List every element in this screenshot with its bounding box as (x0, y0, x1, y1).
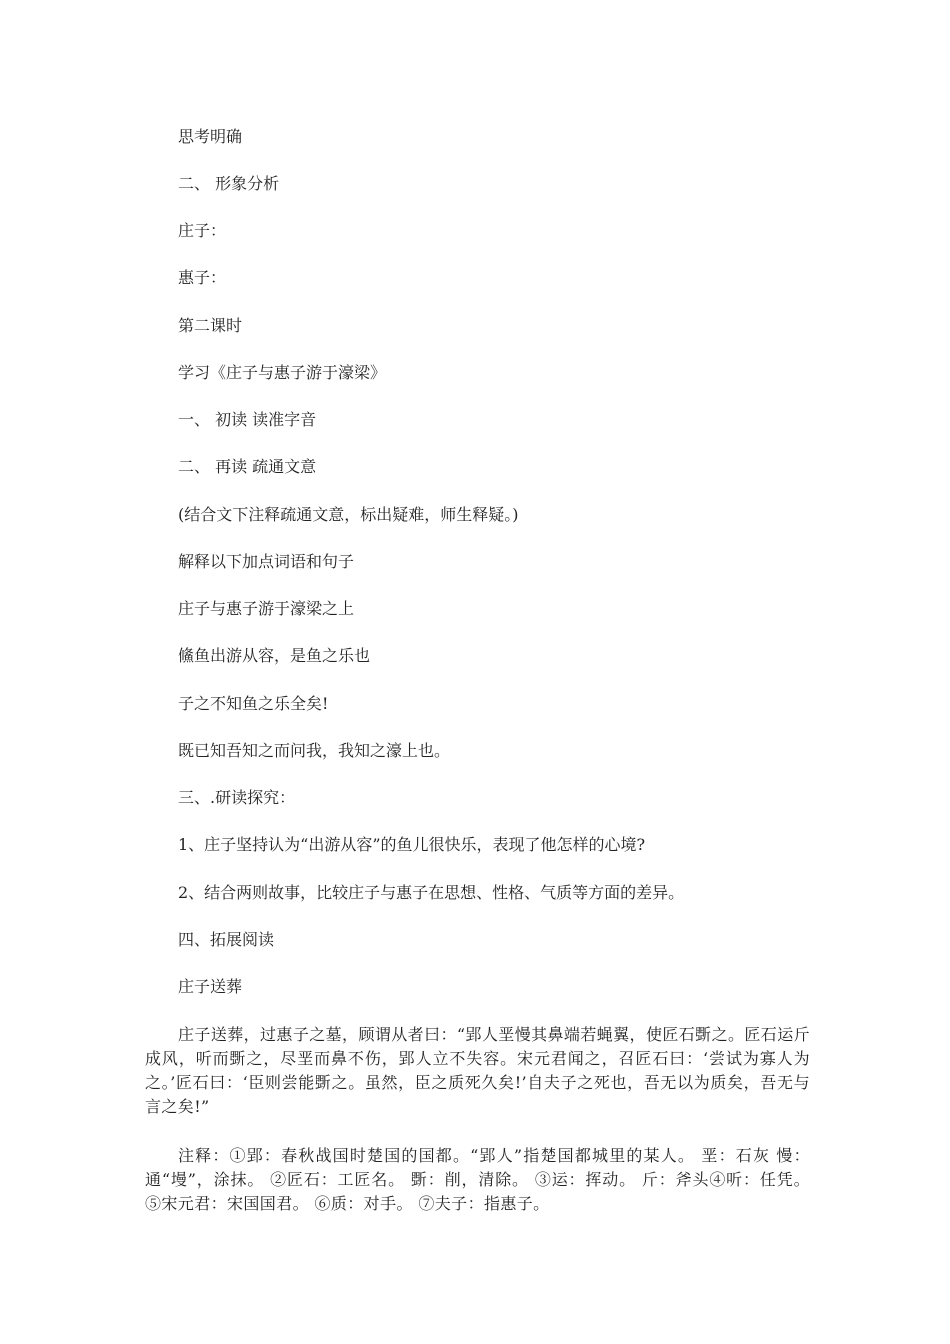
task-explain: 解释以下加点词语和句子 (178, 552, 355, 571)
sentence-4: 既已知吾知之而问我，我知之濠上也。 (178, 741, 451, 760)
sentence-1: 庄子与惠子游于濠梁之上 (178, 599, 355, 618)
heading-image-analysis: 二、 形象分析 (178, 174, 280, 193)
heading-inquiry: 三、.研读探究： (178, 788, 296, 807)
heading-second-lesson: 第二课时 (178, 316, 243, 335)
sentence-3: 子之不知鱼之乐全矣! (178, 694, 329, 713)
passage-text: 庄子送葬，过惠子之墓，顾谓从者曰：“郢人垩慢其鼻端若蝇翼，使匠石斲之。匠石运斤成风，听而斲之，尽垩而鼻不伤，郢人立不失容。宋元君闻之，召匠石曰：‘尝试为寡人为之。’匠石曰：‘臣则尝能斲之。虽然，臣之质死久矣!’自夫子之死也，吾无以为质矣，吾无与言之矣!” (145, 1025, 810, 1116)
step-second-reading: 二、 再读 疏通文意 (178, 457, 317, 476)
question-2: 2、结合两则故事，比较庄子与惠子在思想、性格、气质等方面的差异。 (178, 883, 685, 902)
passage-title: 庄子送葬 (178, 977, 243, 996)
line-huizi: 惠子： (178, 268, 227, 287)
passage-notes: 注释：①郢：春秋战国时楚国的国都。“郢人”指楚国都城里的某人。 垩：石灰 慢：通“墁”，涂抹。 ②匠石：工匠名。 斲：削，清除。 ③运：挥动。 斤：斧头④听：任凭。 ⑤宋元君：宋国国君。 ⑥质：对手。 ⑦夫子：指惠子。 (145, 1146, 810, 1213)
step-first-reading: 一、 初读 读准字音 (178, 410, 317, 429)
sentence-2: 鯈鱼出游从容，是鱼之乐也 (178, 646, 371, 665)
question-1: 1、庄子坚持认为“出游从容”的鱼儿很快乐，表现了他怎样的心境? (178, 835, 646, 854)
line-thinking: 思考明确 (178, 127, 243, 146)
heading-extended-reading: 四、拓展阅读 (178, 930, 275, 949)
heading-study-text: 学习《庄子与惠子游于濠梁》 (178, 363, 387, 382)
instruction-note: (结合文下注释疏通文意，标出疑难，师生释疑。) (178, 505, 519, 524)
line-zhuangzi: 庄子： (178, 221, 227, 240)
